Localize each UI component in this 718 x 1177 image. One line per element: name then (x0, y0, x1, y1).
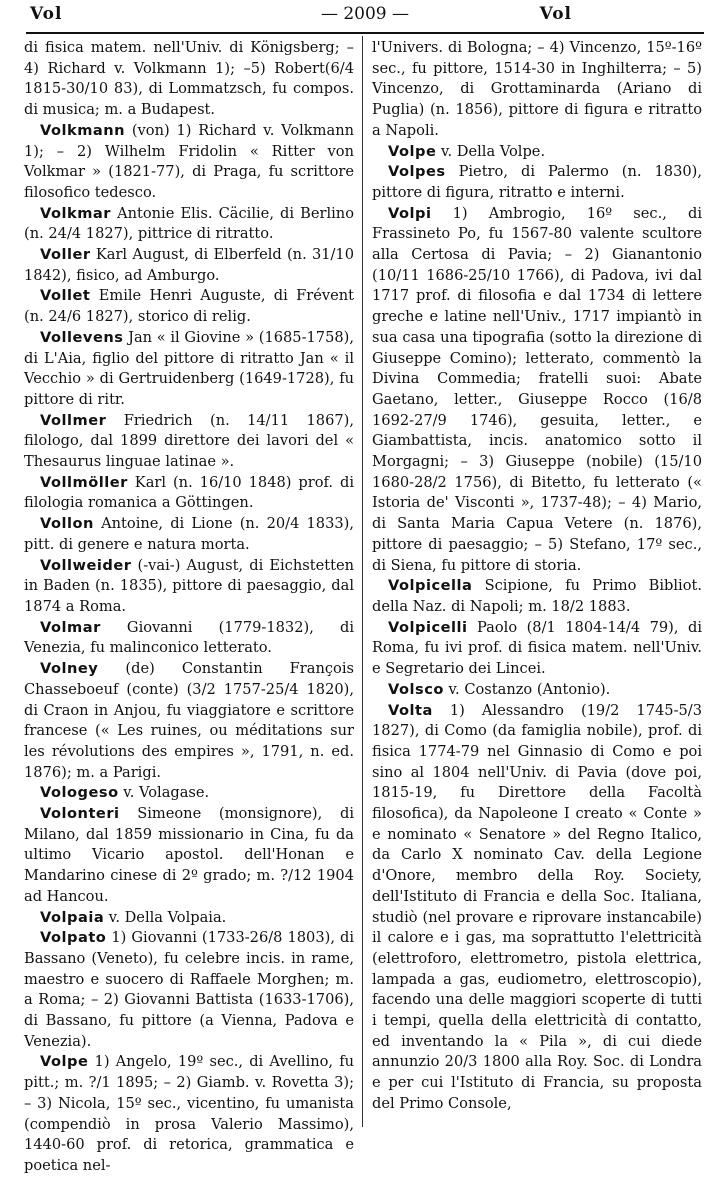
entry (372, 576, 702, 617)
entry-headword: Volney (40, 660, 99, 678)
entry-headword: Voller (40, 246, 91, 264)
entry (24, 804, 354, 908)
entry-text: v. Volagase. (118, 784, 210, 802)
entry-text: 1) Angelo, 19º sec., di Avellino, fu pitt.; m. ?/1 1895; – 2) Giamb. v. Rovetta 3); – 3) Nicola, 15º sec., vicentino, fu umanista (compendiò in prosa Valerio Massimo), 1440-60 prof. di retorica, grammatica e poetica nel- (24, 1053, 354, 1174)
entry-headword: Volsco (388, 680, 444, 698)
entry (372, 162, 702, 203)
entry-text: (de) Constantin François Chasseboeuf (conte) (3/2 1757-25/4 1820), di Craon in Anjou, fu viaggiatore e scrittore francese (« Les ruines, ou méditations sur les révolutions des empires », 1791, n. ed. 1876); m. a Parigi. (24, 660, 354, 781)
entry-headword: Volonteri (40, 805, 120, 823)
entry-headword: Vollet (40, 287, 91, 305)
entry-text: Jan « il Giovine » (1685-1758), di L'Aia, figlio del pittore di ritratto Jan « il Vecchio » di Gertruidenberg (1649-1728), fu pittore di ritr. (24, 328, 354, 408)
entry-headword: Vologeso (40, 784, 119, 802)
column-divider (362, 36, 363, 1127)
entry (24, 328, 354, 411)
entry (372, 618, 702, 680)
entry-text: Scipione, fu Primo Bibliot. della Naz. di Napoli; m. 18/2 1883. (372, 577, 702, 615)
entry-text: 1) Giovanni (1733-26/8 1803), di Bassano (Veneto), fu celebre incis. in rame, maestro e suocero di Raffaele Morghen; m. a Roma; – 2) Giovanni Battista (1633-1706), di Bassano, fu pittore (a Vienna, Padova e Venezia). (24, 929, 354, 1050)
entry-headword: Volpato (40, 929, 107, 947)
page-number: — 2009 — (320, 4, 410, 24)
entry (24, 908, 354, 929)
entry-text: Antoine, di Lione (n. 20/4 1833), pitt. di genere e natura morta. (24, 515, 354, 553)
entry-headword: Volpes (388, 163, 446, 181)
entry-headword: Volmar (40, 618, 101, 636)
right-column (372, 38, 702, 1115)
entry (24, 1052, 354, 1176)
entry (372, 701, 702, 1115)
entry-text: Pietro, di Palermo (n. 1830), pittore di figura, ritratto e interni. (372, 163, 702, 201)
entry (24, 38, 354, 121)
entry-headword: Volpicella (388, 577, 473, 595)
entry-text: (-vai-) August, di Eichstetten in Baden (n. 1835), pittore di paesaggio, dal 1874 a Roma. (24, 556, 354, 615)
entry-text: Karl (n. 16/10 1848) prof. di filologia romanica a Göttingen. (24, 473, 354, 512)
left-column (24, 38, 354, 1177)
entry-text: Giovanni (1779-1832), di Venezia, fu malinconico letterato. (24, 618, 354, 657)
entry-headword: Volpicelli (388, 618, 468, 636)
entry-headword: Volpi (388, 204, 432, 222)
entry (24, 245, 354, 286)
entry (24, 121, 354, 204)
page-header (26, 0, 704, 30)
entry (24, 783, 354, 804)
entry (24, 473, 354, 514)
running-head-left: Vol (30, 4, 63, 24)
entry-headword: Vollon (40, 515, 94, 533)
entry-text: Friedrich (n. 14/11 1867), filologo, dal 1899 direttore dei lavori del « Thesaurus linguae latinae ». (24, 411, 354, 471)
entry (372, 142, 702, 163)
entry (24, 204, 354, 245)
entry (372, 38, 702, 142)
entry-headword: Volpe (40, 1053, 89, 1071)
entry-text: Karl August, di Elberfeld (n. 31/10 1842), fisico, ad Amburgo. (24, 246, 354, 284)
entry-text: Emile Henri Auguste, di Frévent (n. 24/6 1827), storico di relig. (24, 287, 354, 326)
entry-text: Antonie Elis. Cäcilie, di Berlino (n. 24/4 1827), pittrice di ritratto. (24, 204, 354, 243)
entry-text: Simeone (monsignore), di Milano, dal 1859 missionario in Cina, fu da ultimo Vicario apostol. dell'Honan e Mandarino cinese di 2º grado; m. ?/12 1904 ad Hancou. (24, 805, 354, 905)
header-rule (26, 32, 704, 34)
entry-headword: Volta (388, 701, 433, 719)
entry (24, 514, 354, 555)
entry-text: v. Della Volpe. (436, 142, 546, 160)
entry-headword: Vollmer (40, 411, 107, 429)
running-head-right: Vol (539, 4, 572, 24)
entry (24, 928, 354, 1052)
entry-headword: Vollmöller (40, 473, 128, 491)
entry-text: v. Costanzo (Antonio). (443, 680, 611, 698)
entry (24, 618, 354, 659)
entry-headword: Volpe (388, 142, 437, 160)
entry-text: Paolo (8/1 1804-14/4 79), di Roma, fu ivi prof. di fisica matem. nell'Univ. e Segretario dei Lincei. (372, 618, 702, 678)
entry-text: l'Univers. di Bologna; – 4) Vincenzo, 15º-16º sec., fu pittore, 1514-30 in Inghilterra; – 5) Vincenzo, di Grottaminarda (Ariano di Puglia) (n. 1856), pittore di figura e ritratto a Napoli. (372, 39, 702, 139)
entry (24, 556, 354, 618)
entry-headword: Vollweider (40, 556, 132, 574)
entry (372, 680, 702, 701)
entry-text: 1) Ambrogio, 16º sec., di Frassineto Po, fu 1567-80 valente scultore alla Certosa di Pavia; – 2) Gianantonio (10/11 1686-25/10 1766), di Padova, ivi dal 1717 prof. di filosofia e dal 1734 di lettere greche e latine nell'Univ., 1717 impiantò in sua casa una tipografia (sotto la direzione di Giuseppe Comino); letterato, commentò la Divina Commedia; fratelli suoi: Abate Gaetano, letter., Giuseppe Rocco (16/8 1692-27/9 1746), gesuita, letter., e Giambattista, incis. anatomico sotto il Morgagni; – 3) Giuseppe (nobile) (15/10 1680-28/2 1756), di Bitetto, fu letterato (« Istoria de' Visconti », 1737-48); – 4) Mario, di Santa Maria Capua Vetere (n. 1876), pittore di paesaggio; – 5) Stefano, 17º sec., di Siena, fu pittore di storia. (372, 204, 702, 574)
entry-text: (von) 1) Richard v. Volkmann 1); – 2) Wilhelm Fridolin « Ritter von Volkmar » (1821-77), di Praga, fu scrittore filosofico tedesco. (24, 121, 354, 201)
entry-headword: Vollevens (40, 328, 124, 346)
entry-text: 1) Alessandro (19/2 1745-5/3 1827), di Como (da famiglia nobile), prof. di fisica 1774-79 nel Ginnasio di Como e poi sino al 1804 nell'Univ. di Pavia (dove poi, 1815-19, fu Direttore della Facoltà filosofica), da Napoleone I creato « Conte » e nominato « Senatore » del Regno Italico, da Carlo X nominato Cav. della Legione d'Onore, membro della Roy. Society, dell'Istituto di Francia e della Soc. Italiana, studiò (nel provare e riprovare instancabile) il calore e i gas, ma soprattutto l'elettricità (elettroforo, elettrometro, pistola elettrica, lampada a gas, eudiometro, elettroscopio), facendo una delle maggiori scoperte di tutti i tempi, quella della elettricità di contatto, ed inventando la « Pila », di cui diede annunzio 20/3 1800 alla Roy. Soc. di Londra e per cui l'Istituto di Francia, su proposta del Primo Console, (372, 701, 702, 1112)
entry (24, 659, 354, 783)
entry (24, 411, 354, 473)
entry-headword: Volkmann (40, 121, 126, 139)
entry-headword: Volpaia (40, 908, 105, 926)
entry (372, 204, 702, 577)
entry-headword: Volkmar (40, 204, 111, 222)
entry (24, 286, 354, 327)
entry-text: v. Della Volpaia. (104, 908, 227, 926)
entry-text: di fisica matem. nell'Univ. di Königsberg; – 4) Richard v. Volkmann 1); –5) Robert(6/4 1815-30/10 83), di Lommatzsch, fu compos. di musica; m. a Budapest. (24, 39, 354, 119)
